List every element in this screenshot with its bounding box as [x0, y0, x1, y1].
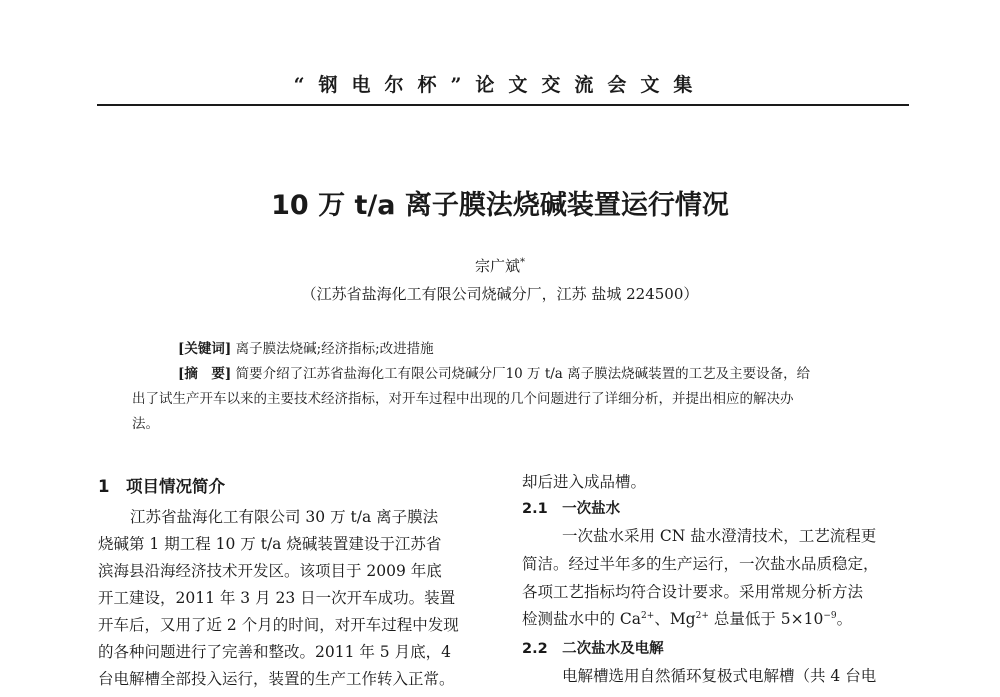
ion-line: [522, 607, 852, 629]
running-header: “钢电尔杯”论文交流会文集: [293, 74, 707, 96]
section-heading-2-1: 2.1 一次盐水: [522, 501, 621, 517]
right-line: 简洁。经过半年多的生产运行，一次盐水品质稳定，: [522, 555, 879, 573]
keywords-label: [关键词]: [178, 341, 232, 357]
author-mark: *: [520, 257, 525, 268]
header-rule: [97, 104, 909, 106]
ion-mid: 、Mg: [654, 610, 696, 628]
article-title: 10 万 t/a 离子膜法烧碱装置运行情况: [271, 190, 729, 221]
left-line: 开车后，又用了近 2 个月的时间，对开车过程中发现: [98, 616, 459, 634]
keywords: [178, 339, 878, 360]
abstract-line-3: 法。: [132, 416, 159, 432]
right-line: 却后进入成品槽。: [522, 473, 647, 491]
left-line: 开工建设，2011 年 3 月 23 日一次开车成功。装置: [98, 589, 456, 607]
right-line: 电解槽选用自然循环复极式电解槽（共 4 台电: [562, 667, 877, 685]
abstract-text-1: 简要介绍了江苏省盐海化工有限公司烧碱分厂10 万 t/a 离子膜法烧碱装置的工艺及主要设备，给: [235, 366, 811, 382]
ion-tail: 总量低于 5×10: [708, 610, 824, 628]
abstract-label: [摘 要]: [178, 366, 232, 382]
ca-superscript: 2+: [641, 610, 655, 621]
abstract-line-2: 出了试生产开车以来的主要技术经济指标，对开车过程中出现的几个问题进行了详细分析，并提出相应的解决办: [132, 391, 794, 407]
left-line: 台电解槽全部投入运行，装置的生产工作转入正常。: [98, 670, 455, 688]
affiliation: （江苏省盐海化工有限公司烧碱分厂，江苏 盐城 224500）: [301, 285, 699, 303]
abstract-line-1: [178, 364, 898, 385]
author-line: [0, 255, 1000, 276]
left-line: 的各种问题进行了完善和整改。2011 年 5 月底，4: [98, 643, 451, 661]
left-line: 江苏省盐海化工有限公司 30 万 t/a 离子膜法: [130, 508, 439, 526]
left-line: 烧碱第 1 期工程 10 万 t/a 烧碱装置建设于江苏省: [98, 535, 442, 553]
right-line: 一次盐水采用 CN 盐水澄清技术，工艺流程更: [562, 527, 877, 545]
section-heading-2-2: 2.2 二次盐水及电解: [522, 641, 664, 657]
ion-prefix: 检测盐水中的 Ca: [522, 610, 642, 628]
ion-end: 。: [836, 610, 853, 628]
left-line: 滨海县沿海经济技术开发区。该项目于 2009 年底: [98, 562, 442, 580]
section-heading-1: 1 项目情况简介: [98, 477, 225, 496]
exponent: −9: [823, 610, 837, 621]
keywords-text: 离子膜法烧碱;经济指标;改进措施: [235, 341, 434, 357]
author-name: 宗广斌: [474, 257, 520, 275]
mg-superscript: 2+: [695, 610, 709, 621]
right-line: 各项工艺指标均符合设计要求。采用常规分析方法: [522, 583, 864, 601]
